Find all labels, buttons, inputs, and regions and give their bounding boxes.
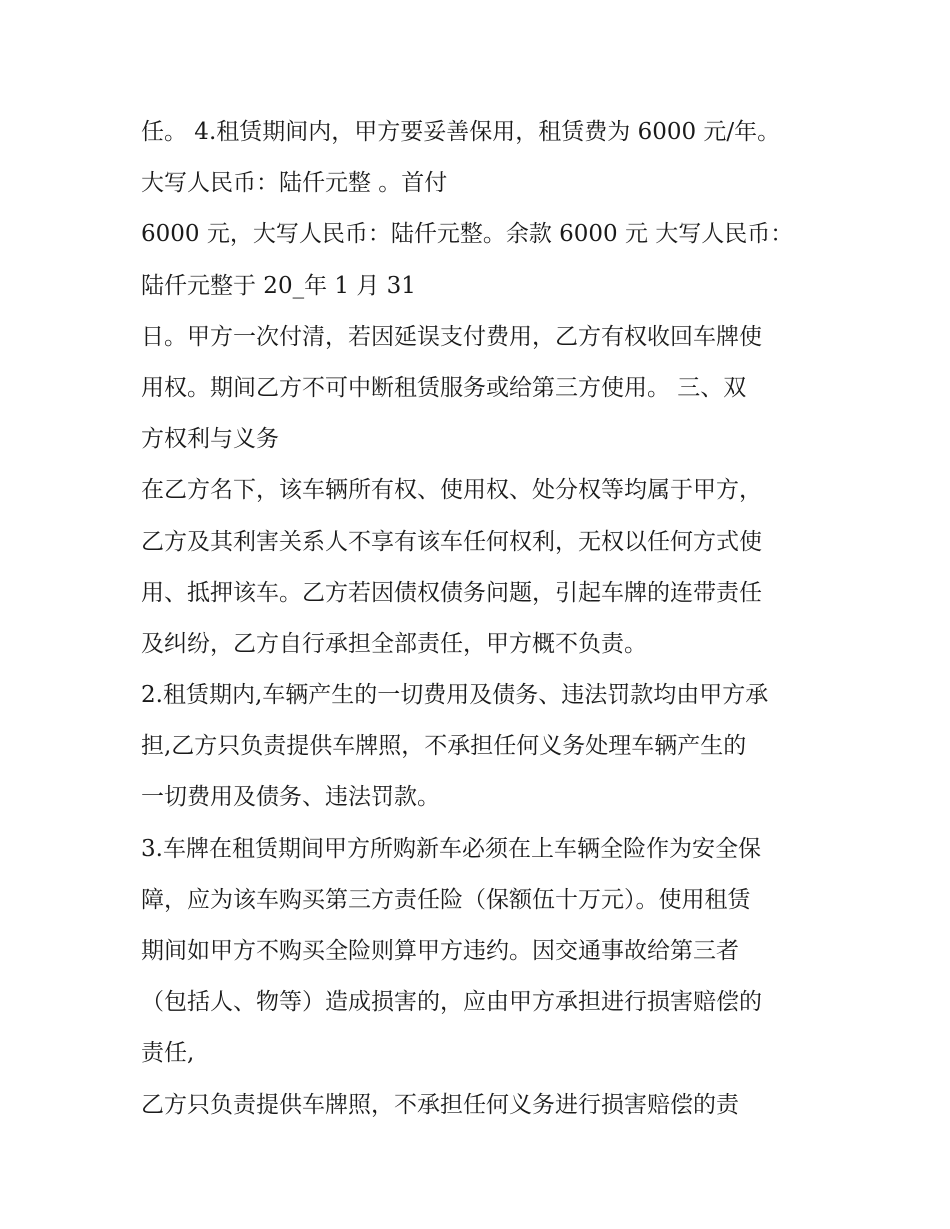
text-line: 及纠纷，乙方自行承担全部责任，甲方概不负责。 [141, 630, 647, 657]
text-line: 用、抵押该车。乙方若因债权债务问题，引起车牌的连带责任 [141, 579, 762, 606]
text-line: 2.租赁期内,车辆产生的一切费用及债务、违法罚款均由甲方承 [141, 682, 769, 709]
text-line: 在乙方名下，该车辆所有权、使用权、处分权等均属于甲方， [141, 477, 762, 504]
text-line: 期间如甲方不购买全险则算甲方违约。因交通事故给第三者 [141, 938, 739, 964]
text-line: 日。甲方一次付清，若因延误支付费用，乙方有权收回车牌使 [141, 323, 762, 350]
text-line: 6000 元，大写人民币：陆仟元整。余款 6000 元 大写人民币： [141, 221, 794, 248]
text-line: 一切费用及债务、违法罚款。 [141, 784, 440, 811]
text-line: 大写人民币：陆仟元整 。首付 [141, 170, 448, 197]
text-line: 方权利与义务 [141, 426, 279, 453]
text-line: 乙方只负责提供车牌照，不承担任何义务进行损害赔偿的责 [141, 1091, 739, 1118]
text-line: 责任, [141, 1040, 195, 1067]
text-line: 3.车牌在租赁期间甲方所购新车必须在上车辆全险作为安全保 [141, 835, 761, 862]
text-line: 任。 4.租赁期间内，甲方要妥善保用，租赁费为 6000 元/年。 [141, 119, 781, 145]
text-line: （包括人、物等）造成损害的，应由甲方承担进行损害赔偿的 [141, 989, 762, 1016]
text-line: 陆仟元整于 20_年 1 月 31 [141, 272, 416, 299]
document-body [141, 107, 821, 1131]
text-line: 障，应为该车购买第三方责任险（保额伍十万元）。使用租赁 [141, 886, 751, 913]
text-line: 用权。期间乙方不可中断租赁服务或给第三方使用。 三、双 [141, 374, 747, 401]
text-line: 担,乙方只负责提供车牌照，不承担任何义务处理车辆产生的 [141, 733, 747, 760]
text-line: 乙方及其利害关系人不享有该车任何权利，无权以任何方式使 [141, 528, 762, 555]
